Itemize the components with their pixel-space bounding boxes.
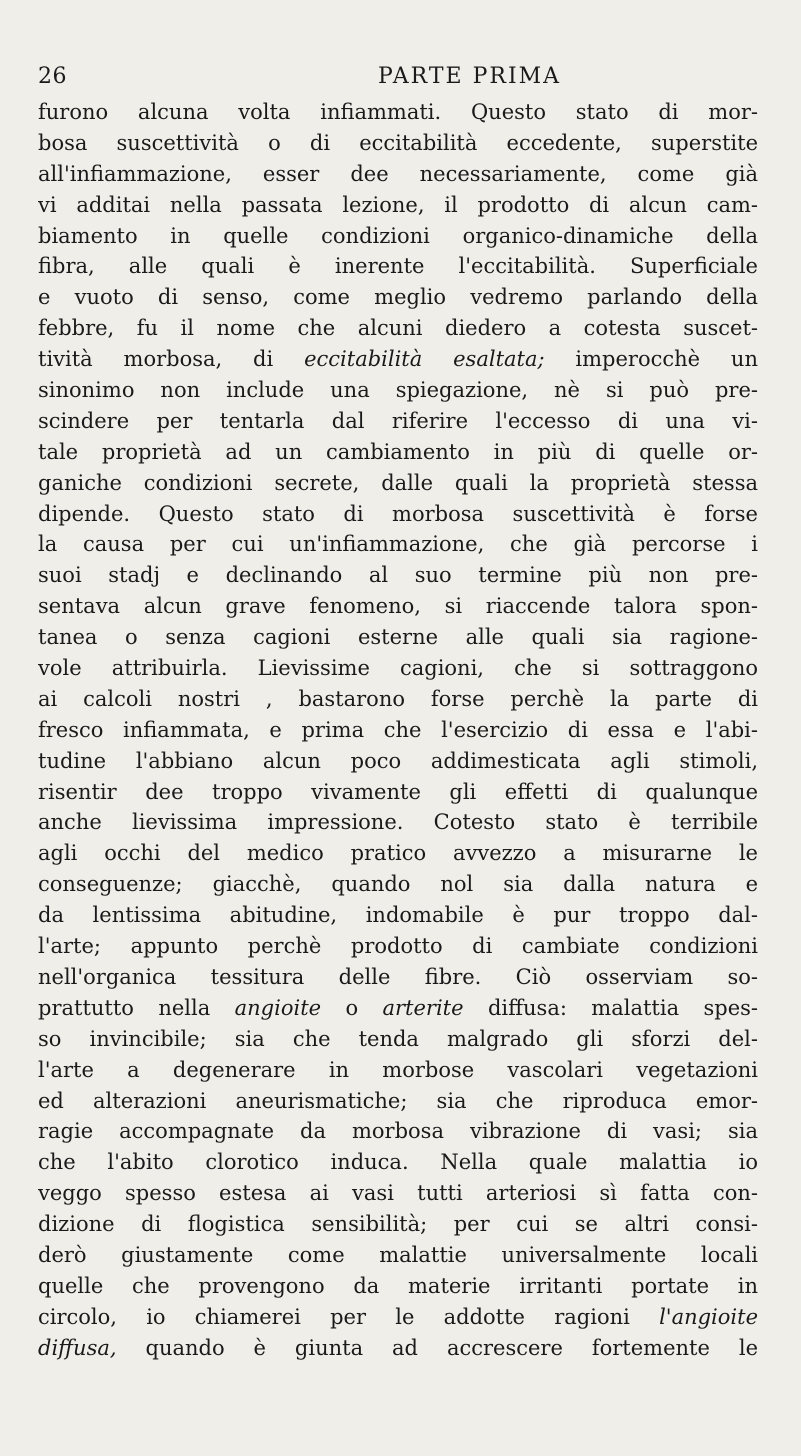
text-run: veggo spesso estesa ai vasi tutti arteriosi sì fatta con- bbox=[38, 1181, 758, 1206]
text-line bbox=[38, 622, 758, 653]
text-line bbox=[38, 1333, 758, 1364]
text-line bbox=[38, 406, 758, 437]
text-line bbox=[38, 962, 758, 993]
text-run: da lentissima abitudine, indomabile è pur troppo dal- bbox=[38, 903, 758, 928]
text-run: l'arte; appunto perchè prodotto di cambiate condizioni bbox=[38, 934, 758, 959]
text-line bbox=[38, 1302, 758, 1333]
italic-run: angioite bbox=[234, 995, 322, 1020]
text-run: ragie accompagnate da morbosa vibrazione di vasi; sia bbox=[38, 1119, 758, 1144]
text-line bbox=[38, 1116, 758, 1147]
text-run: ganiche condizioni secrete, dalle quali la proprietà stessa bbox=[38, 470, 758, 495]
text-run: e vuoto di senso, come meglio vedremo parlando della bbox=[38, 285, 758, 310]
text-line bbox=[38, 437, 758, 468]
text-line bbox=[38, 838, 758, 869]
text-line bbox=[38, 221, 758, 252]
text-line bbox=[38, 931, 758, 962]
text-line bbox=[38, 282, 758, 313]
text-run: circolo, io chiamerei per le addotte ragioni bbox=[38, 1304, 660, 1329]
text-line bbox=[38, 1178, 758, 1209]
text-line bbox=[38, 900, 758, 931]
text-line bbox=[38, 190, 758, 221]
text-run: all'infiammazione, esser dee necessariamente, come già bbox=[38, 161, 758, 186]
text-run: biamento in quelle condizioni organico-dinamiche della bbox=[38, 223, 758, 248]
text-run: diffusa: malattia spes- bbox=[463, 995, 758, 1020]
text-run: ai calcoli nostri , bastarono forse perchè la parte di bbox=[38, 686, 758, 711]
text-run: vole attribuirla. Lievissime cagioni, che si sottraggono bbox=[38, 656, 758, 681]
text-line bbox=[38, 499, 758, 530]
italic-run: arterite bbox=[382, 995, 464, 1020]
text-run: quando è giunta ad accrescere fortemente le bbox=[116, 1335, 758, 1360]
text-line bbox=[38, 869, 758, 900]
text-line bbox=[38, 1240, 758, 1271]
text-line bbox=[38, 715, 758, 746]
text-run: bosa suscettività o di eccitabilità eccedente, superstite bbox=[38, 130, 758, 155]
text-run: imperocchè un bbox=[544, 347, 758, 372]
text-line bbox=[38, 468, 758, 499]
italic-run: diffusa, bbox=[38, 1335, 117, 1360]
text-run: ed alterazioni aneurismatiche; sia che riproduca emor- bbox=[38, 1088, 758, 1113]
text-line bbox=[38, 591, 758, 622]
italic-run: eccitabilità esaltata; bbox=[304, 347, 545, 372]
text-line bbox=[38, 807, 758, 838]
text-line bbox=[38, 529, 758, 560]
page-header bbox=[38, 64, 758, 94]
text-run: che l'abito clorotico induca. Nella quale malattia io bbox=[38, 1150, 758, 1175]
text-line bbox=[38, 344, 758, 375]
text-run: o bbox=[321, 995, 383, 1020]
running-head: PARTE PRIMA bbox=[378, 64, 562, 89]
text-line bbox=[38, 993, 758, 1024]
text-line bbox=[38, 777, 758, 808]
text-line bbox=[38, 1271, 758, 1302]
text-line bbox=[38, 1086, 758, 1117]
text-run: derò giustamente come malattie universalmente locali bbox=[38, 1242, 758, 1267]
text-run: so invincibile; sia che tenda malgrado gli sforzi del- bbox=[38, 1026, 758, 1051]
text-line bbox=[38, 375, 758, 406]
text-run: prattutto nella bbox=[38, 995, 235, 1020]
text-line bbox=[38, 746, 758, 777]
text-run: suoi stadj e declinando al suo termine più non pre- bbox=[38, 563, 758, 588]
text-run: tività morbosa, di bbox=[38, 347, 305, 372]
text-run: tale proprietà ad un cambiamento in più di quelle or- bbox=[38, 439, 758, 464]
text-line bbox=[38, 1147, 758, 1178]
text-run: fresco infiammata, e prima che l'esercizio di essa e l'abi- bbox=[38, 717, 758, 742]
text-line bbox=[38, 97, 758, 128]
text-run: risentir dee troppo vivamente gli effetti di qualunque bbox=[38, 779, 758, 804]
text-run: sentava alcun grave fenomeno, si riaccende talora spon- bbox=[38, 594, 758, 619]
text-line bbox=[38, 560, 758, 591]
text-run: fibra, alle quali è inerente l'eccitabilità. Superficiale bbox=[38, 254, 758, 279]
italic-run: l'angioite bbox=[659, 1304, 758, 1329]
page-number: 26 bbox=[38, 64, 67, 89]
text-run: furono alcuna volta infiammati. Questo stato di mor- bbox=[38, 100, 758, 124]
body-text bbox=[38, 97, 758, 1364]
text-line bbox=[38, 1024, 758, 1055]
text-run: l'arte a degenerare in morbose vascolari vegetazioni bbox=[38, 1057, 758, 1082]
text-run: conseguenze; giacchè, quando nol sia dalla natura e bbox=[38, 872, 758, 897]
text-run: sinonimo non include una spiegazione, nè si può pre- bbox=[38, 378, 758, 403]
text-run: febbre, fu il nome che alcuni diedero a cotesta suscet- bbox=[38, 316, 758, 341]
text-run: scindere per tentarla dal riferire l'eccesso di una vi- bbox=[38, 408, 758, 433]
text-run: tudine l'abbiano alcun poco addimesticata agli stimoli, bbox=[38, 748, 758, 773]
text-line bbox=[38, 128, 758, 159]
text-line bbox=[38, 684, 758, 715]
text-run: dizione di flogistica sensibilità; per cui se altri consi- bbox=[38, 1212, 758, 1237]
text-run: anche lievissima impressione. Cotesto stato è terribile bbox=[38, 810, 758, 835]
text-run: agli occhi del medico pratico avvezzo a misurarne le bbox=[38, 841, 758, 866]
text-run: la causa per cui un'infiammazione, che già percorse i bbox=[38, 532, 758, 557]
text-run: dipende. Questo stato di morbosa suscettività è forse bbox=[38, 501, 758, 526]
text-line bbox=[38, 1209, 758, 1240]
text-run: tanea o senza cagioni esterne alle quali sia ragione- bbox=[38, 625, 758, 650]
text-run: quelle che provengono da materie irritanti portate in bbox=[38, 1273, 758, 1298]
text-run: nell'organica tessitura delle fibre. Ciò osserviam so- bbox=[38, 964, 758, 989]
text-line bbox=[38, 1055, 758, 1086]
text-run: vi additai nella passata lezione, il prodotto di alcun cam- bbox=[38, 192, 758, 217]
text-line bbox=[38, 159, 758, 190]
text-line bbox=[38, 653, 758, 684]
text-line bbox=[38, 313, 758, 344]
text-line bbox=[38, 251, 758, 282]
